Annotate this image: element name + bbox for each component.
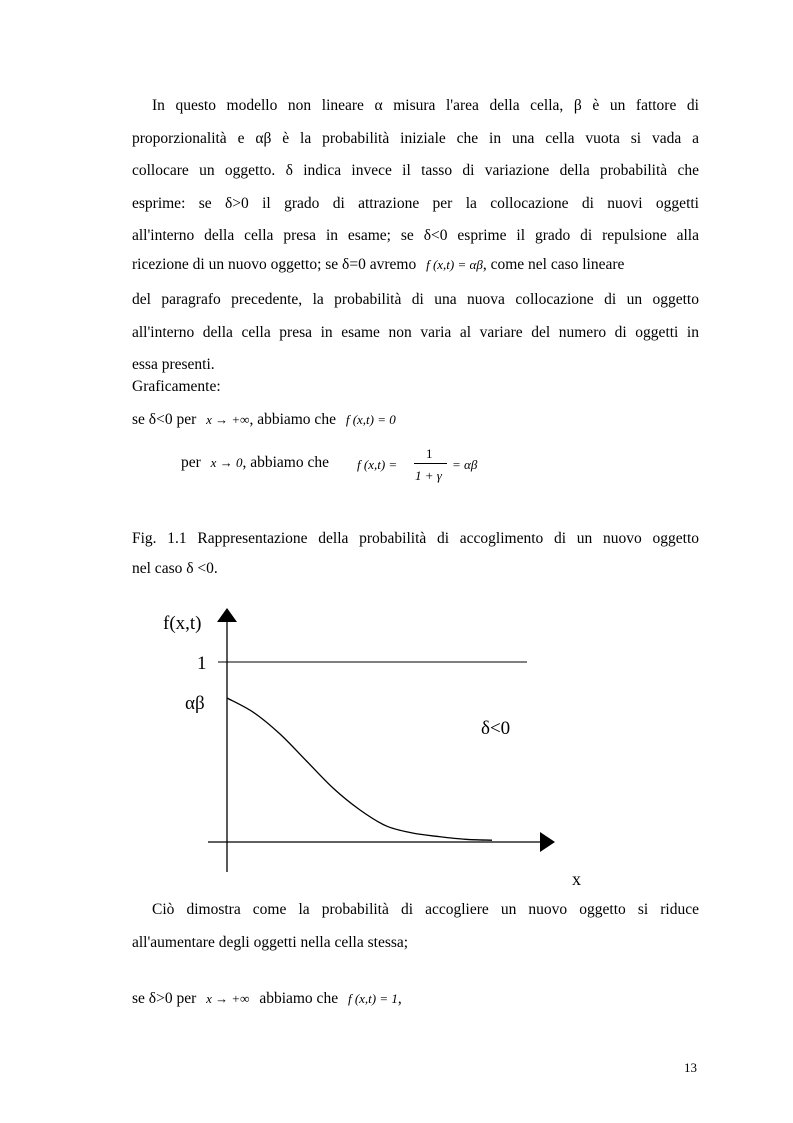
math-expression: f (x,t) = 0 [345, 412, 396, 427]
math-expression: x → +∞ [206, 412, 250, 427]
condition-line-1 [132, 411, 396, 429]
caption-line: Fig. 1.1 Rappresentazione della probabilità di accoglimento di un nuovo oggetto [132, 530, 699, 547]
text-fragment: se δ<0 per [132, 411, 197, 428]
paragraph-line: In questo modello non lineare α misura l'area della cella, β è un fattore di [152, 97, 699, 114]
text-fragment: , come nel caso lineare [482, 256, 625, 273]
chart-annotation: δ<0 [481, 718, 511, 739]
paragraph-continuation [132, 284, 699, 382]
math-expression: x → +∞ [206, 991, 250, 1006]
text-fragment: , abbiamo che [249, 411, 336, 428]
graficamente-label: Graficamente: [132, 378, 221, 395]
text-fragment: se δ>0 per [132, 990, 197, 1007]
paragraph-line: del paragrafo precedente, la probabilità di una nuova collocazione di un oggetto [132, 291, 699, 308]
paragraph-conclusion [132, 894, 699, 959]
y-axis-label: f(x,t) [163, 613, 202, 634]
page-number: 13 [684, 1060, 697, 1075]
paragraph-line: all'interno della cella presa in esame non varia al variare del numero di oggetti in [132, 323, 699, 341]
figure-chart [0, 600, 793, 900]
math-expression: f (x,t) = αβ [426, 257, 483, 272]
paragraph-line: Ciò dimostra come la probabilità di accogliere un nuovo oggetto si riduce [152, 901, 699, 918]
paragraph-line: essa presenti. [132, 356, 215, 373]
paragraph-line: all'interno della cella presa in esame; se δ<0 esprime il grado di repulsione alla [132, 227, 699, 244]
paragraph-line: proporzionalità e αβ è la probabilità iniziale che in una cella vuota si vada a [132, 129, 699, 147]
math-expression: x → 0 [210, 455, 243, 470]
text-fragment: , [397, 990, 402, 1007]
paragraph-line: all'aumentare degli oggetti nella cella stessa; [132, 933, 409, 951]
y-tick-label-alphabeta: αβ [185, 693, 205, 714]
fraction-rhs: = αβ [452, 457, 478, 472]
caption-line: nel caso δ <0. [132, 560, 218, 577]
fraction-lhs: f (x,t) = [357, 457, 398, 472]
text-fragment: , abbiamo che [242, 454, 329, 471]
y-axis-arrow [217, 608, 237, 622]
fraction-numerator: 1 [426, 446, 433, 461]
text-fragment: per [181, 454, 201, 471]
y-tick-label-one: 1 [197, 653, 207, 674]
paragraph-intro [132, 90, 699, 253]
fraction-bar [414, 463, 447, 464]
condition-line-2 [181, 454, 329, 472]
text-fragment: abbiamo che [259, 990, 339, 1007]
paragraph-line: esprime: se δ>0 il grado di attrazione per la collocazione di nuovi oggetti [132, 194, 699, 212]
paragraph-line: collocare un oggetto. δ indica invece il tasso di variazione della probabilità che [132, 162, 699, 179]
math-expression: f (x,t) = 1 [347, 991, 398, 1006]
fraction-denominator: 1 + γ [415, 468, 442, 483]
condition-line-3 [132, 990, 402, 1008]
figure-caption [132, 524, 699, 584]
probability-curve [227, 698, 492, 840]
paragraph-line-with-math [132, 256, 624, 274]
x-axis-arrow [540, 832, 555, 852]
text-fragment: ricezione di un nuovo oggetto; se δ=0 avremo [132, 256, 417, 273]
x-axis-label: x [572, 869, 581, 889]
